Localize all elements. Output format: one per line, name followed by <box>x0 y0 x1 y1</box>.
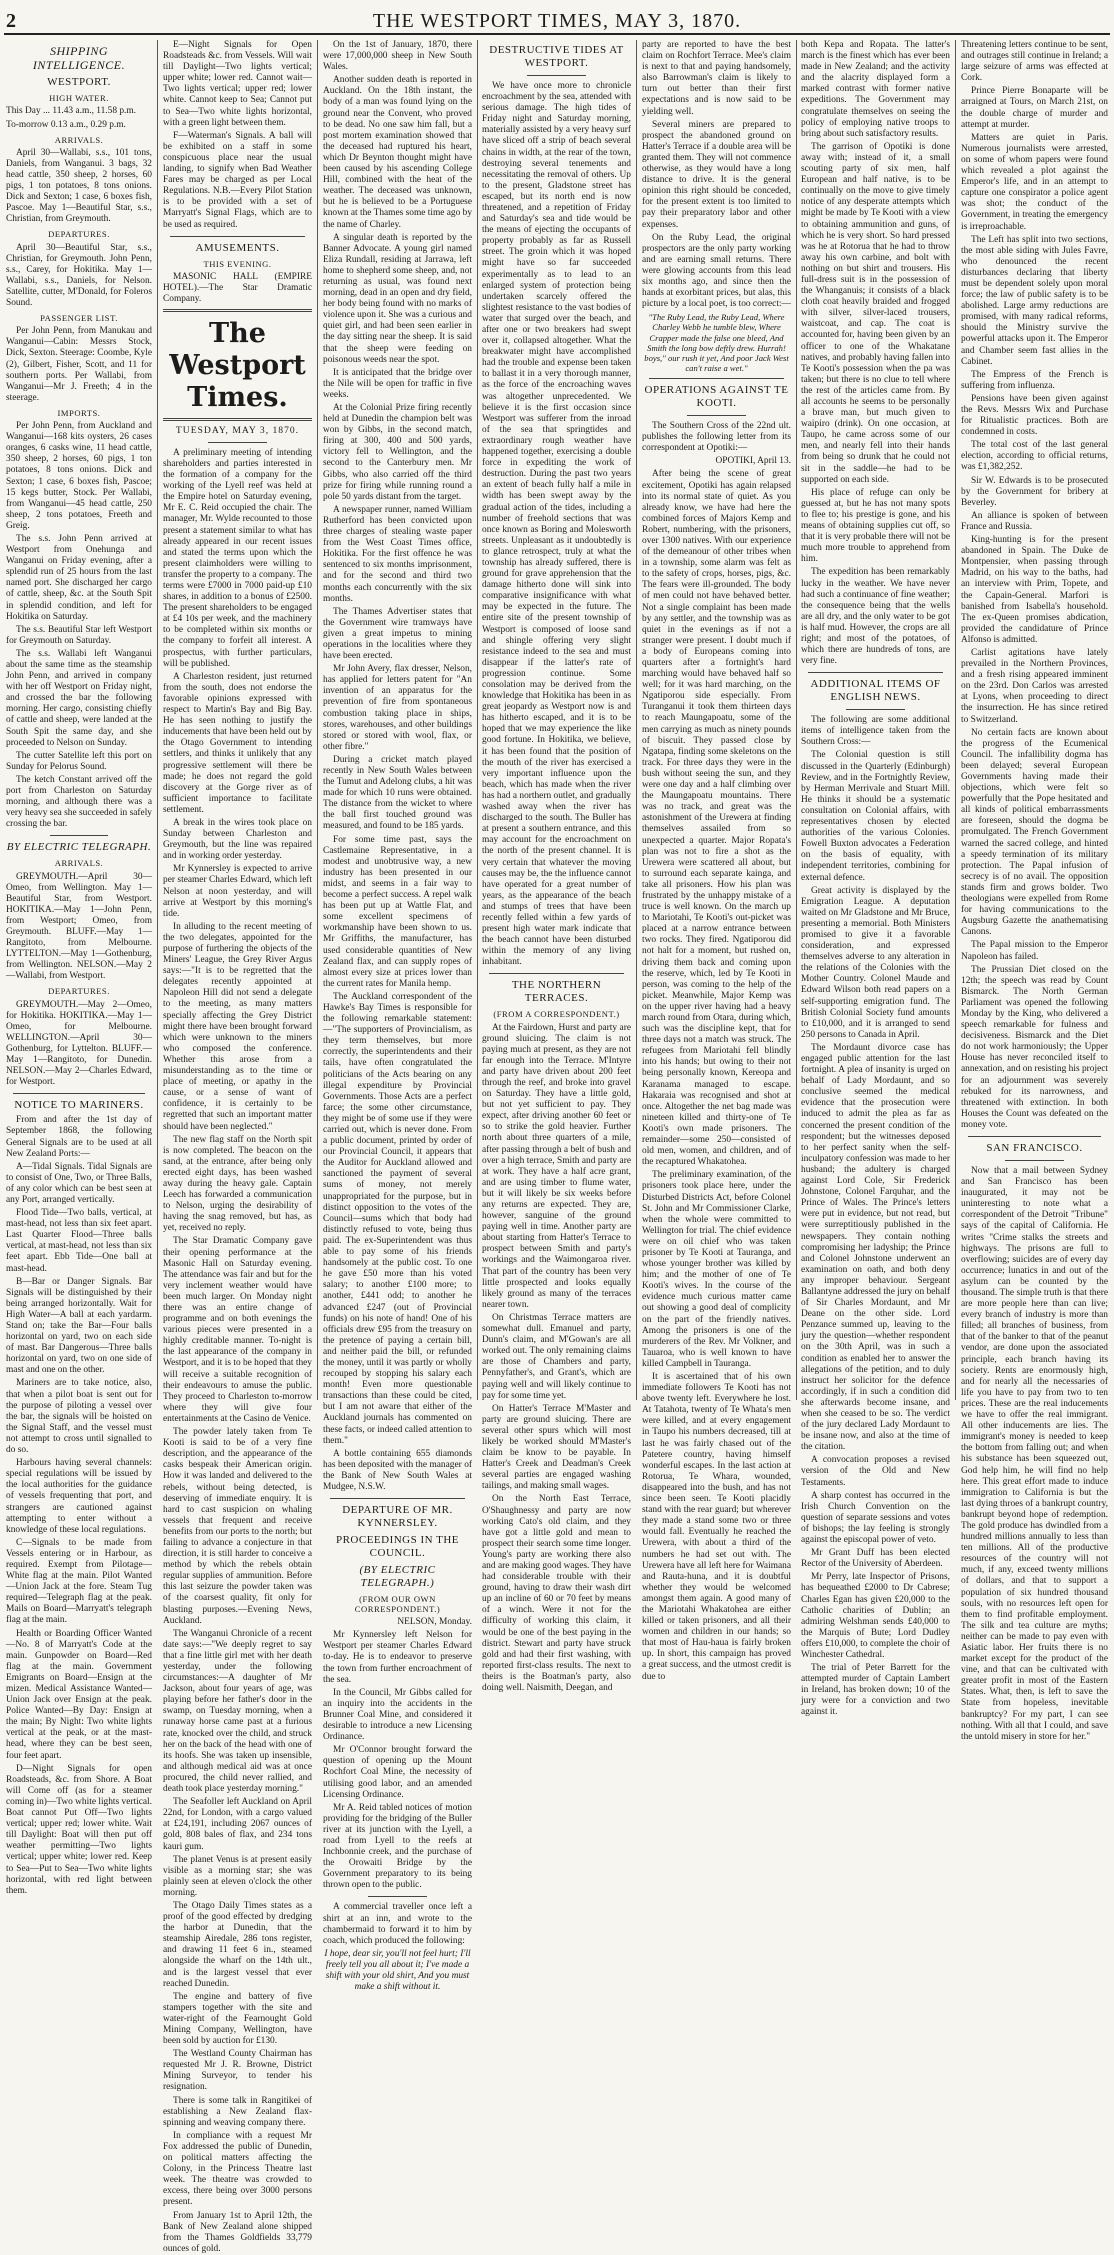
editorial-paragraph: The Otago Daily Times states as a proof of the good effected by dredging the harbor at Dunedin, that the steamship Airedale, 286 tons register, and drawing 11 feet 6 in., steamed alongside the wharf on the 14th ult., and is the largest vessel that ever reached Dunedin. <box>163 1900 312 1989</box>
this-evening-heading: THIS EVENING. <box>203 258 272 269</box>
masthead-rule <box>4 33 1110 35</box>
article-paragraph: The following are some additional items of intelligence taken from the Southern Cross:— <box>801 715 950 748</box>
article-paragraph: After being the scene of great excitement, Opotiki has again relapsed into its normal state of quiet. As you already know, we have had here the combined forces of Majors Kemp and Robert, numbering, with the prisoners, over 1300 natives. With our experience of the demeanour of other tribes when in a township, some alarm was felt as to the safety of crops, horses, pigs, &c. The fears were ill-grounded. The body of men could not have behaved better. Not a single complaint has been made by any settler, and the township was as quiet in the evenings as if not a stranger were present. I doubt much if a body of Europeans coming into quarters after a fortnight's hard marching would have behaved half so well; for it was hard marching, on the Ngatiporou side especially. From Turanganui it took them thirteen days to reach Maungapoatu, some of the men carrying as much as ninety pounds of biscuit. They passed close by Ngatapa, finding some skeletons on the track. For three days they were in the bush without seeing the sun, and they were one day and a half climbing over the Maungapoatu mountains. There was no track, and great was the astonishment of the Urewera at finding themselves assailed from so unexpected a quarter. Major Ropata's plan was not to fire a shot as the Urewera were scattered all about, but to surround each separate kainga, and take all prisoners. How his plan was frustrated by the unhappy mistake of a truce is well known. On the march up to Mariotahi, Te Kooti's out-picket was placed at a narrow entrance between two rocks. They fired. Ngatiporou did not halt for a moment, but rushed on, driving them back and coming upon the reserve, which, led by Te Kooti in person, was coming to the help of the picket. Meanwhile, Major Kemp was on the upper river having had a heavy march round from Otara, during which, such was the discipline kept, that for three days not a match was struck. The refugees from Mariotahi fell blindly into his hands; but owing to their not being personally known, Kereopa and Karanama managed to escape. Hakaraia was recognised and shot at once. Altogether the net bag made was nineteen killed and thirty-one of Te Kooti's own made prisoners. The remainder—some 250—consisted of old men, women, and children, and of the recaptured Whakatohea. <box>642 469 791 1168</box>
editorial-paragraph: It is anticipated that the bridge over the Nile will be open for traffic in five weeks. <box>323 367 472 400</box>
tides-heading: DESTRUCTIVE TIDES AT WESTPORT. <box>489 44 624 69</box>
shipping-news: The s.s. Beautiful Star left Westport for Greymouth on Saturday. <box>6 624 152 646</box>
mariners-text: E—Night Signals for Open Roadsteads &c. from Vessels. Will wait till Daylight—Two lights vertical; upper white; lower red. Cannot wait—Two lights vertical; upper red; lower white. Cannot keep to Sea; Cannot put to Sea—Two white lights horizontal, with a green light between them. <box>163 40 312 128</box>
article-paragraph: His place of refuge can only be guessed at, but he has not many spots to flee to; his prestige is gone, and his means of obtaining supplies cut off, so that it is very probable there will not be much more trouble to apprehend from him. <box>801 487 950 565</box>
section-rule <box>527 75 587 76</box>
article-paragraph: Mr O'Connor brought forward the question of opening up the Mount Rochfort Coal Mine, the necessity of utilising good labor, and an amended Licensing Ordinance. <box>323 1745 472 1800</box>
column-5 <box>642 40 791 1682</box>
editorial-paragraph: Mr John Avery, flax dresser, Nelson, has applied for letters patent for "An invention of an apparatus for the prevention of fire from spontaneous combustion taking place in ships, stores, warehouses, and other buildings stored or stored with wool, flax, or other fibre." <box>323 664 472 752</box>
article-paragraph: both Kepa and Ropata. The latter's march is the finest which has ever been made in New Zealand; and the activity and the alacrity displayed form a marked contrast with former native expeditions. The Government may congratulate themselves on seeing the policy of employing native troops to bring about such satisfactory results. <box>801 40 950 139</box>
editorial-paragraph: On the 1st of January, 1870, there were 17,000,000 sheep in New South Wales. <box>323 40 472 73</box>
verse: I hope, dear sir, you'll not feel hurt; I'll freely tell you all about it; I've made a shift with your old shirt, And you must make a shift without it. <box>324 1948 471 1993</box>
column-7 <box>961 40 1109 1742</box>
column-2 <box>163 40 312 2254</box>
passenger-heading: PASSENGER LIST. <box>40 313 118 324</box>
dateline: OPOTIKI, April 13. <box>715 456 791 467</box>
double-rule <box>163 309 312 312</box>
section-rule <box>208 442 268 443</box>
article-paragraph: Prince Pierre Bonaparte will be arraigned at Tours, on March 21st, on the double charge of murder and attempt at murder. <box>961 86 1108 130</box>
column-divider <box>636 40 637 1400</box>
section-rule <box>368 1896 428 1897</box>
mariners-text: Mariners are to take notice, also, that when a pilot boat is sent out for the purpose of piloting a vessel over the bar, the signals will be hoisted on the Signal Staff, and the vessel must not attempt to cross until signalled to do so. <box>6 1378 152 1456</box>
telegraph-arrivals-text: GREYMOUTH.—April 30—Omeo, from Wellington. May 1—Beautiful Star, from Westport. HOKITIKA.—May 1—John Penn, from Westport; Omeo, from Greymouth. BLUFF.—May 1—Rangitoto, from Melbourne. LYTTELTON.—May 1—Gothenburg, from Wellington. NELSON.—May 2—Wallabi, from Westport. <box>6 871 152 982</box>
article-paragraph: No certain facts are known about the progress of the Ecumenical Council. The infallibility dogma has been delayed; several European Governments having made their objections, which were felt so powerfully that the Pope hesitated and all kinds of political embarrassments are foreseen, should the dogma be promulgated. The French Government warned the sacred college, and hinted a speedy termination of its military protection. The Papal infusion of secrecy is of no avail. The opposition stands firm and grows bolder. Two theologians were expelled from Rome for having communications to the Augsburg Gazette the anathematising Canons. <box>961 727 1108 938</box>
article-paragraph: Several miners are prepared to prospect the abandoned ground on Hatter's Terrace if a double area will be granted them. They will not commence otherwise, as they would have a long distance to drive. It is the general opinion this right should be conceded, for the present extent is too limited to pay their preparatory labor and other expenses. <box>642 119 791 230</box>
article-paragraph: A convocation proposes a revised version of the Old and New Testaments. <box>801 1455 950 1488</box>
imports-heading: IMPORTS. <box>57 407 101 418</box>
section-rule <box>489 973 623 974</box>
editorial-paragraph: A Charleston resident, just returned from the south, does not endorse the favorable opinions expressed with respect to Martin's Bay and Big Bay. He has seen nothing to justify the inducements that have been held out by the Otago Government to intending settlers, and thinks it unlikely that any progressive settlement will there be made; he does not regard the gold discovery at the Gorge river as of sufficient importance to facilitate settlement. <box>163 671 312 815</box>
correspondent-subheading: (FROM A CORRESPONDENT.) <box>493 1009 620 1020</box>
article-paragraph: The Colonial question is still discussed in the Quarterly (Edinburgh) Review, and in the Fortnightly Review, by Herman Merrivale and Stuart Mill. He thinks it should be a systematic consultation on Colonial affairs, with representatives chosen by elected authorities of the various Colonies. Fowell Buxton advocates a Federation on the basis of equality, with independent territories, combining for external defence. <box>801 750 950 883</box>
article-paragraph: party are reported to have the best claim on Rochfort Terrace. Mee's claim is next to that and paying handsomely, also Barrowman's claim is likely to turn out better than their first expectations and is now said to be yielding well. <box>642 40 791 117</box>
column-divider <box>477 40 478 1400</box>
editorial-paragraph: There is some talk in Rangitikei of establishing a New Zealand flax-spinning and weaving company there. <box>163 2095 312 2128</box>
page-number: 2 <box>6 10 16 32</box>
section-rule <box>846 709 906 710</box>
article-paragraph: Now that a mail between Sydney and San Francisco has been inaugurated, it may not be uninteresting to note what a correspondent of the Detroit "Tribune" says of the capital of California. He writes "Crime stalks the streets and highways. The prisons are full to overflowing; suicides are of every day occurrence; lunatics in and out of the asylum can be counted by the thousand. The simple truth is that there are more people here than can live; every branch of industry is more than filled; all branches of business, from that of the banker to that of the peanut vendor, are done upon the associated principle, each branch having its society. Rents are enormously high, and for nearly all the necessaries of life you have to pay from two to ten prices. These are the real inducements we have to offer the real immigrant. All other inducements are lies. The immigrant's money is needed to keep the bottom from falling out; and when his substance has been squeezed out, God help him, he will find no help here. This great effort made to induce immigration to California is but the last dying throes of a bankrupt country, bankrupt beyond hope of redemption. The gold produce has dwindled from a hundred millions annually to less than ten millions. All of the productive resources of the country will not much, if any, exceed twenty millions of dollars, and that to support a population of six hundred thousand souls, with no resources left open for them to find profitable employment. The silk and tea culture are myths; neither can be made to pay even with Asiatic labor. Her fruits there is no market except for the product of the vine, and that can be cultivated with greater profit in most of the Eastern States. What, then, is left to save the State from hopeless, inevitable bankruptcy? For my part, I can see nothing. With all that I could, and save the untold misery in store for her." <box>961 1165 1109 1742</box>
article-paragraph: The Left has split into two sections, the most able siding with Jules Favre, who denounced the recent disturbances declaring that liberty must be dependent solely upon moral force; the law of public safety is to be abolished. Large army reductions are promised, with many radical reforms, should the Ministry survive the powerful attacks upon it. The Emperor and Chamber seem fast allies in the Cabinet. <box>961 234 1108 367</box>
article-paragraph: Sir W. Edwards is to be prosecuted by the Government for bribery at Beverley. <box>961 475 1108 508</box>
editorial-paragraph: The engine and battery of five stampers together with the site and water-right of the Fearnought Gold Mining Company, Wellington, have been sold by auction for £130. <box>163 1991 312 2047</box>
high-water-tomorrow: To-morrow 0.13 a.m., 0.29 p.m. <box>6 119 126 130</box>
article-paragraph: The trial of Peter Barrett for the attempted murder of Captain Lambert in Ireland, has broken down; 10 of the jury were for a conviction and two against it. <box>801 1663 950 1718</box>
masthead <box>0 0 1114 34</box>
article-paragraph: Great activity is displayed by the Emigration League. A deputation waited on Mr Gladstone and Mr Bruce, presenting a memorial. Both Ministers promised to give it a favorable consideration, and expressed themselves adverse to any alteration in the relations of the Colonies with the Mother Country. Colonel Maude and Edward Wilson both read papers on a self-supporting emigration fund. The British Colonial Society fund amounts to £10,000, and it is arranged to send 250 persons to Canada in April. <box>801 885 950 1040</box>
article-paragraph: Threatening letters continue to be sent, and outrages still continue in Ireland; a large seizure of arms was effected at Cork. <box>961 40 1108 84</box>
te-kooti-heading: OPERATIONS AGAINST TE KOOTI. <box>644 384 789 410</box>
telegraph-subheading: (BY ELECTRIC TELEGRAPH.) <box>359 1563 436 1589</box>
article-paragraph: The Southern Cross of the 22nd ult. publishes the following letter from its correspondent at Opotiki:— <box>642 421 791 454</box>
article-paragraph: On Hatter's Terrace M'Master and party are ground sluicing. There are several other spurs which will most likely be worked should M'Master's claim be know to be payable. In Hatter's Creek and Deadman's Creek several parties are engaged washing tailings, and making small wages. <box>482 1403 631 1492</box>
article-paragraph: The garrison of Opotiki is done away with; instead of it, a small scouting party of six men, half European and half native, is to be continually on the move to give timely notice of any desperate attempts which might be made by Te Kooti with a view to obtaining ammunition and guns, of which he is very short. So hard pressed was he at Rotorua that he had to throw away his own carbine, and bolt with nothing on but shirt and trousers. His full-dress suit is in the possession of the Whanganuis; it consists of a black cloth coat heavily braided and frogged with silver, silver-laced trousers, waistcoat, and cap. The coat is accounted for, having been given by an officer to one of the Whakatane natives, and probably having fallen into Te Kooti's possession when the pa was taken; but there is no clue to tell where the rest of the articles came from. By all accounts he seems to be personally a brave man, but much given to waipiro (drink). On one occasion, at Taupo, he came across some of our men, and nearly fell into their hands from being so drunk that he could not sit in the saddle—he had to be supported on each side. <box>801 141 950 485</box>
editorial-paragraph: Another sudden death is reported in Auckland. On the 18th instant, the body of a man was found lying on the ground near the Convent, who proved to be dead. No one saw him fall, but a post mortem examination showed that the deceased had ruptured his heart, which Dr Beynton thought might have been caused by his ascending College Hill, combined with the heat of the weather. The deceased was unknown, but he is believed to be a Portuguese known at the Thames some time ago by the name of Charley. <box>323 75 473 230</box>
article-paragraph: On the Ruby Lead, the original prospectors are the only party working and are earning small returns. There were glowing accounts from this lead six months ago, and since then the hands at exorbitant prices, but alas, this picture by a local poet, is too correct:— <box>642 232 791 310</box>
editorial-paragraph: The planet Venus is at present easily visible as a morning star; she was plainly seen at eleven o'clock the other morning. <box>163 1854 312 1898</box>
section-rule <box>968 1136 1100 1137</box>
mariners-text: Flood Tide—Two balls, vertical, at mast-head, not less than six feet apart. Last Quarter Flood—Three balls vertical, at mast-head, not less than six feet apart. Ebb Tide—One ball at mast-head. <box>6 1208 152 1274</box>
shipping-news: The s.s. Wallabi left Wanganui about the same time as the steamship John Penn, and arrived in company with her off Westport on Friday night, and crossed the bar the following morning. Her cargo, consisting chiefly of cattle and sheep, were landed at the South Spit the same day, and she proceeded to Nelson on Sunday. <box>6 648 152 748</box>
column-4 <box>482 40 631 1694</box>
section-rule <box>330 1498 464 1499</box>
editorial-paragraph: In alluding to the recent meeting of the two delegates, appointed for the purpose of furthering the objects of the Miners' League, the Grey River Argus says:—"It is to be regretted that the delegates recently appointed at Napoleon Hill did not send a delegate to the meeting, as many matters specially affecting the Grey District might there have been brought forward which were unknown to the miners who composed the conference. Whether this arose from a misunderstanding as to the time or place of meeting, or apathy in the cause, or a sense of want of confidence, it is certainly to be regretted that such an important matter should have been neglected." <box>163 921 312 1132</box>
article-paragraph: We have once more to chronicle encroachment by the sea, attended with serious damage. The high tides of Friday night and Saturday morning, materially assisted by a very heavy surf have sliced off a strip of beach several chains in width, at the rear of the town, destroying several tenements and necessitating the removal of others. Up to the present, Gladstone street has escaped, but its north end is now threatened, and a repetition of Friday and Saturday's sea and tide would be the means of ejecting the occupants of property probably as far as Russell street. The groin which it was hoped might have so far succeeded experimentally as to lead to an enlarged system of protection being undertaken scarcely offered the slightest resistance to the vast bodies of water that surged over the beach, and after one or two breakers had swept over it, collapsed altogether. What the breakwater might have accomplished had the trouble and expense been taken to ballast it in a very thorough manner, as the force of the encroaching waves was altogether unprecedented. We believe it is the first occasion since Westport was sufferer from the inroad of the sea that springtides and extraordinary rough weather have happened together, exercising a double force in expediting the work of destruction. During the past two years an extent of beach fully half a mile in width has been swept away by the gradual action of the tides, including a number of freehold sections that was once known as Boring and Molesworth streets. Unpleasant as it undoubtedly is to glance retrospect, truly at what the township has already suffered, there is ground for grave apprehension that the damage hitherto done will sink into comparative insignificance with what may be expected in the future. The entire site of the present township of Westport is composed of loose sand and shingle offering very slight resistance indeed to the sea and must disappear if the latter's rate of progression continue. Some consolation may be derived from the knowledge that Hokitika has been in as great jeopardy as Westport now is and has hitherto escaped, and it is to be hoped that we may experience the like good fortune. In Hokitika, we believe, it has been found that the position of the mouth of the river has exercised a very important influence upon the beach, which has made when the river has had a northern outlet, and gradually washed away when the river has discharged to the south. The Buller has at present a southern entrance, and this may account for the encroachment on the north of the present channel. It is very certain that whatever the moving causes may be, the the influence cannot have operated for a great number of years, as the appearance of the beach and stumps of trees that have been recently felled within a few yards of present high water mark indicate that the beach cannot have been disturbed within the memory of any living inhabitant. <box>482 80 631 968</box>
article-paragraph: The total cost of the last general election, according to official returns, was £1,382,252. <box>961 440 1108 473</box>
amusements-text: MASONIC HALL (EMPIRE HOTEL).—The Star Dramatic Company. <box>163 271 312 304</box>
article-paragraph: It is ascertained that of his own immediate followers Te Kooti has not above twenty left. Everywhere he lost. At Tatahota, twenty of Te Whata's men were killed, and at every engagement in Taupo his numbers decreased, till at last he was fairly chased out of the Patetere country, having himself wonderful escapes. In the last action at Rotorua, Te Whara, wounded, disappeared into the bush, and has not since been seen. Te Kooti placidly stand with the rear guard; but wherever they made a stand some two or three would fall. Eventually he reached the Urewera, with about a third of the numbers he had set out with. The Urewera have all left here for Waimana and Rauta-huna, and it is doubtful whether they would be welcomed amongst them again. A good many of the Mariotahi Whakatohea are either killed or taken prisoners, and all their women and children in our hands; so that most of Hau-haua is fairly broken up. In short, this campaign has proved a great success, and the utmost credit is due to <box>642 1372 791 1682</box>
editorial-paragraph: For some time past, says the Castlemaine Representative, in a modest and unobtrusive way, a new industry has been presented in our midst, and seems in a fair way to become a perfect success. A repel walk has been put up at Wattle Flat, and some excellent specimens of workmanship have been shown to us. Mr Griffiths, the manufacturer, has used considerable quantities of New Zealand flax, and can supply ropes of almost every size at prices lower than the current rates for Manila hemp. <box>323 834 472 989</box>
editorial-paragraph: Mr Kynnersley is expected to arrive per steamer Charles Edward, which left Nelson at noon yesterday, and will arrive at Westport by this morning's tide. <box>163 864 312 919</box>
mariners-text: B—Bar or Danger Signals. Bar Signals will be distinguished by their being arranged horizontally. Wait for High Water—A ball at each yardarm. Stand on; take the Bar—Four balls horizontal on yard, two on each side of mast. Bar Dangerous—Three balls horizontal on yard, two on one side of mast and one on the other. <box>6 1276 152 1376</box>
article-paragraph: On Christmas Terrace matters are somewhat dull. Emanuel and party, Dunn's claim, and M'Gowan's are all worked out. The only remaining claims are those of Chambers and party, Pennyfather's, and Grant's, which are paying well and will likely continue to pay for some time yet. <box>482 1312 631 1401</box>
section-rule <box>687 415 747 416</box>
editorial-paragraph: The Thames Advertiser states that the Government wire tramways have given a great impetus to mining operations in the localities where they have been erected. <box>323 606 472 662</box>
column-divider <box>955 40 956 1400</box>
article-paragraph: A sharp contest has occurred in the Irish Church Convention on the question of separate sessions and votes of bishops; the lay feeling is strongly against the episcopal power of veto. <box>801 1490 950 1546</box>
editorial-paragraph: A preliminary meeting of intending shareholders and parties interested in the formation of a company for the working of the Lyell reef was held at the Empire hotel on Saturday evening, Mr E. C. Reid occupied the chair. The manager, Mr. Wylde recounted to those present a statement similar to what has already appeared in our recent issues and stated the terms upon which the present claimholders were willing to transfer the property to a company. The terms were £7000 in 7000 paid-up £10 shares, in addition to a bonus of £2500. The present shareholders to be engaged at £4 10s per week, and the machinery to be completed within six months or the company to forfeit all interest. A prospectus, with further particulars, will be published. <box>163 447 312 669</box>
terraces-heading: THE NORTHERN TERRACES. <box>511 979 602 1005</box>
council-heading: PROCEEDINGS IN THE COUNCIL. <box>335 1534 460 1559</box>
article-paragraph: On the North East Terrace, O'Shaughnessy and party are now working Cato's old claim, and they have got a little gold and mean to prospect their search some time longer. Young's party are working there also and are making good wages. They have had considerable trouble with their ground, having to draw their wash dirt up an incline of 60 or 70 feet by means of a winch. Were it not for the difficulty of working this claim, it would be one of the best paying in the district. Stewart and party have struck gold and had their first washing, with reported first-class results. The next to theirs is the Boatman's party, also doing well. Naismith, Deegan, and <box>482 1494 631 1694</box>
san-francisco-heading: SAN FRANCISCO. <box>986 1142 1083 1154</box>
editorial-paragraph: The Wanganui Chronicle of a recent date says:—"We deeply regret to say that a fine little girl met with her death yesterday, under the following circumstances:—A daughter of Mr Jackson, about four years of age, was playing before her father's door in the swamp, on Tuesday morning, when a runaway horse came past at a furious rate, knocked over the child, and struck her on the back of the head with one of its hoofs. She was taken up insensible, and although medical aid was at once procured, the child never rallied, and death took place yesterday morning." <box>163 1628 312 1795</box>
article-paragraph: The Papal mission to the Emperor Napoleon has failed. <box>961 940 1108 962</box>
section-rule <box>50 835 108 836</box>
article-paragraph: Carlist agitations have lately prevailed in the Northern Provinces, and a fresh rising appeared imminent on the 23rd. Don Carlos was arrested at Lyons, when proceeding to direct the insurrection. He has since retired to Switzerland. <box>961 647 1108 725</box>
article-paragraph: Matters are quiet in Paris. Numerous journalists were arrested, on some of whom papers were found which revealed a plot against the Emperor's life, and in an attempt to capture one conspirator a police agent was shot; the conduct of the Government, in treating the emergency is irreproachable. <box>961 132 1108 232</box>
passengers-text: Per John Penn, from Manukau and Wanganui—Cabin: Messrs Stock, Dick, Sexton. Steerage: Coombe, Kyle (2), Gilbert, Fisher, Scott, and 11 for southern ports. Per Wallabi, from Wanganui—Mr J. Freeth; 4 in the steerage. <box>6 326 152 403</box>
editorial-paragraph: The Star Dramatic Company gave their opening performance at the Masonic Hall on Saturday evening. The attendance was fair and but for the very inclement weather would have been much larger. On Monday night there was an entire change of programme and on both evenings the various pieces were presented in a highly creditable manner. To-night is the last appearance of the company in Westport, and it is to be hoped that they will receive a suitable recognition of their endeavours to amuse the public. They proceed to Charleston to-morrow where they will give four entertainments at the Casino de Venice. <box>163 1236 312 1424</box>
article-paragraph: Mr A. Reid tabled notices of motion providing for the bridging of the Buller river at its junction with the Lyell, a road from Lyell to the reefs at Inchbonnie creek, and the purchase of the Orowaiti Bridge by the Government preparatory to its being thrown open to the public. <box>323 1802 472 1891</box>
double-rule <box>163 418 312 421</box>
telegraph-departures-text: GREYMOUTH.—May 2—Omeo, for Hokitika. HOKITIKA.—May 1—Omeo, for Melbourne. WELLINGTON.—April 30—Gothenburg, for Lyttelton. BLUFF.—May 1—Rangitoto, for Dunedin. NELSON.—May 2—Charles Edward, for Westport. <box>6 999 152 1088</box>
imports-text: Per John Penn, from Auckland and Wanganui—168 kits oysters, 26 cases oranges, 6 casks wine, 11 head cattle, 350 sheep, 2 horses, 60 pigs, 1 ton potatoes, 8 tons onions. Dick and Sexton; 1 case, 6 boxes fish, Pascoe; 15 kegs butter, Stock. Per Wallabi, from Wanganui—45 head cattle, 250 sheep, 2 tons potatoes, Freeth and Greig. <box>6 421 152 531</box>
port-heading: WESTPORT. <box>47 76 111 89</box>
editorial-paragraph: A bottle containing 655 diamonds has been deposited with the manager of the Bank of New South Wales at Mudgee, N.S.W. <box>323 1448 472 1492</box>
column-1 <box>6 40 152 1896</box>
correspondent-subheading: (FROM OUR OWN CORRESPONDENT.) <box>354 1593 441 1615</box>
arrivals-text: April 30—Wallabi, s.s., 101 tons, Daniels, from Wanganui. 3 bags, 32 head cattle, 350 sheep, 2 horses, 60 pigs, 1 ton potatoes, 8 tons onions. Dick and Sexton; 1 case, 6 boxes fish, Pascoe. May 1—Beautiful Star, s.s., Christian, from Greymouth. <box>6 147 152 225</box>
article-paragraph: A commercial traveller once left a shirt at an inn, and wrote to the chambermaid to forward it to him by coach, which produced the following: <box>323 1902 472 1946</box>
editorial-paragraph: The powder lately taken from Te Kooti is said to be of a very fine description, and the appearance of the casks bespeak their American origin. How it was landed and delivered to the rebels, without being detected, is deserving of immediate enquiry. It is hard to cast suspicion on whaling vessels that frequent and receive benefits from our ports to the north; but failing to advance a conjecture in that direction, it is still harder to conceive a method by which the rebels obtain regular supplies of ammunition. Before this last seizure the powder taken was of the coarsest quality, fit only for blasting purposes.—Evening News, Auckland. <box>163 1427 312 1626</box>
mariners-text: From and after the 1st day of September 1868, the following General Signals are to be used at all New Zealand Ports:— <box>6 1115 152 1159</box>
dateline: NELSON, Monday. <box>397 1617 472 1628</box>
article-paragraph: The preliminary examination, of the prisoners took place here, under the Disturbed Districts Act, before Colonel St. John and Mr Commissioner Clarke, when the whole were committed to Wellington for trial. The chief evidence were on oil chief who was taken prisoner by Te Kooti at Tauranga, and whose younger brother was killed by him; and the mother of one of Te Kooti's wives. In the course of the evidence much curious matter came out showing a good deal of complicity on the part of the friendly natives. Among the prisoners is one of the murderers of the Rev. Mr Volkner, and Tauaroa, who is well known to have killed Campbell in Tauranga. <box>642 1170 791 1369</box>
mariners-text: A—Tidal Signals. Tidal Signals are to consist of One, Two, or Three Balls, of any color which can be best seen at any Port, arranged vertically. <box>6 1161 152 1205</box>
column-3 <box>323 40 473 1993</box>
shipping-news: The ketch Constant arrived off the port from Charleston on Saturday morning, and although there was a very heavy sea she succeeded in safely crossing the bar. <box>6 774 152 830</box>
article-paragraph: In the Council, Mr Gibbs called for an inquiry into the accidents in the Brunner Coal Mine, and considered it desirable to introduce a new Licensing Ordinance. <box>323 1687 472 1743</box>
section-rule <box>13 1093 144 1094</box>
mariners-text: D—Night Signals for open Roadsteads, &c. from Shore. A Boat will Come off (as for a steamer coming in)—Two white lights vertical. Boat cannot Put Off—Two lights vertical; upper red; lower white. Wait till Daylight: Boat will then put off weather permitting—Two lights vertical; upper white; lower red. Keep to Sea—Put to Sea—Two white lights horizontal, with red light between them. <box>6 1763 152 1896</box>
mariners-text: F—Waterman's Signals. A ball will be exhibited on a staff in some conspicuous place near the usual landing, to signify when Bad Weather Fares may be charged as per Local Regulations. N.B.—Every Pilot Station is to be provided with a set of Marryatt's Signal Flags, which are to be used as required. <box>163 130 312 230</box>
editorial-paragraph: The Westland County Chairman has requested Mr J. R. Browne, District Mining Surveyor, to tender his resignation. <box>163 2049 312 2093</box>
mariners-text: Harbours having several channels: special regulations will be issued by the local authorities for the guidance of vessels frequenting that port, and strangers are cautioned against attempting to enter without a knowledge of these local regulations. <box>6 1458 152 1535</box>
column-divider <box>157 40 158 1400</box>
mariners-text: Health or Boarding Officer Wanted—No. 8 of Marryatt's Code at the main. Gunpowder on Board—Red flag at the main. Government Emigrants on Board—Ensign at the mizen. Medical Assistance Wanted—Union Jack over Ensign at the peak. Police Wanted—By Day: Ensign at the main; By Night: Two white lights vertical at the peak, or at the mast-head, where they can be best seen, four feet apart. <box>6 1628 152 1761</box>
article-paragraph: The expedition has been remarkably lucky in the weather. We have never had such a continuance of fine weather; the consequence being that the wells are all dry, and the only water to be got is half mud. However, the crops are all right; and most of the potatoes, of which there are hundreds of tons, are very fine. <box>801 567 950 667</box>
editorial-paragraph: In compliance with a request Mr Fox addressed the public of Dunedin, on political matters affecting the Colony, in the Princess Theatre last week. The theatre was crowded to excess, there being over 3000 persons present. <box>163 2130 312 2208</box>
article-paragraph: Mr Grant Duff has been elected Rector of the University of Aberdeen. <box>801 1548 950 1570</box>
editorial-paragraph: The Seafoller left Auckland on April 22nd, for London, with a cargo valued at £24,191, including 2067 ounces of gold, 808 bales of flax, and 234 tons kauri gum. <box>163 1797 312 1852</box>
shipping-news: The cutter Satellite left this port on Sunday for Pelorus Sound. <box>6 750 152 772</box>
english-news-heading: ADDITIONAL ITEMS OF ENGLISH NEWS. <box>810 678 941 704</box>
shipping-news: The s.s. John Penn arrived at Westport from Onehunga and Wanganui on Friday evening, after a splendid run of 25 hours from the last named port. She discharged her cargo of cattle, sheep, &c. at the South Spit in splendid condition, and left for Hokitika on Saturday. <box>6 533 152 622</box>
kynnersley-heading: DEPARTURE OF MR. KYNNERSLEY. <box>342 1504 453 1530</box>
newspaper-flag: The Westport Times. <box>169 317 306 413</box>
article-paragraph: The Prussian Diet closed on the 12th; the speech was read by Count Bismarck. The North German Parliament was opened the following Monday by the King, who delivered a speech remarkable for fulness and decisiveness. Bismarck and the Diet do not work harmoniously; the Upper House has never reconciled itself to annexation, and on resisting his project for an adjournment was severely rebuked for its narrowness, and threatened with extinction. In both Houses the Count was defeated on the money vote. <box>961 964 1108 1130</box>
article-paragraph: Pensions have been given against the Revs. Messrs Wix and Purchase for Ritualistic practices. Both are condemned in costs. <box>961 393 1108 438</box>
column-6 <box>801 40 950 1718</box>
masthead-title: THE WESTPORT TIMES, MAY 3, 1870. <box>372 10 742 32</box>
editorial-paragraph: A break in the wires took place on Sunday between Charleston and Greymouth, but the line was repaired and in working order yesterday. <box>163 817 312 862</box>
editorial-paragraph: During a cricket match played recently in New South Wales between the Tumut and Adelong clubs, a hit was made for which 10 runs were obtained. The distance from the wicket to where the ball first touched ground was measured, and found to be 185 yards. <box>323 754 472 832</box>
high-water-today: This Day ... 11.43 a.m., 11.58 p.m. <box>6 106 137 117</box>
section-rule <box>649 378 783 379</box>
section-rule <box>1005 1160 1064 1161</box>
column-divider <box>796 40 797 1400</box>
telegraph-arrivals-heading: ARRIVALS. <box>54 858 104 869</box>
editorial-paragraph: A singular death is reported by the Banner Advocate. A young girl named Eliza Rundall, residing at Jarrawa, left home to shepherd some sheep, and, not returning as usual, was found next morning, dead in an open and dry field, her body being found with no marks of violence upon it. She was a curious and quiet girl, and had been seen earlier in the day sitting near the sheep. It is said that the sheep were feeding on poisonous weeds near the spot. <box>323 232 472 365</box>
article-paragraph: At the Fairdown, Hurst and party are ground sluicing. The claim is not paying much at present, as they are not far enough into the Terrace. M'Intyre and party have driven about 200 feet through the reef, and broke into gravel on Saturday. They have a little gold, but not yet sufficient to pay. They expect, after driving another 60 feet or so to strike the gold heavier. Further north about three quarters of a mile, after passing through a belt of bush and over a high terrace, Smith and party are at work. They have a half acre grant, and are using timber to flume water, but it will likely be six weeks before any returns are expected. They are, however, sanguine of the ground paying well in time. Another party are about starting from Hatter's Terrace to prospect between Smith and party's workings and the Waimongaroa river. That part of the country has been very little prospected and looks equally likely ground as many of the terraces nearer town. <box>482 1022 631 1310</box>
column-divider <box>317 40 318 1400</box>
article-paragraph: King-hunting is for the present abandoned in Spain. The Duke de Montpensier, when passing through Madrid, on his way to the baths, had an interview with Prim, Topete, and the Capain-General. Marfori is banished from Isabella's household. The ex-Queen promises abdication, provided the candidature of Prince Alfonso is admitted. <box>961 535 1108 645</box>
editorial-paragraph: From January 1st to April 12th, the Bank of New Zealand alone shipped from the Thames Goldfields 33,779 ounces of gold. <box>163 2210 312 2254</box>
departures-text: April 30—Beautiful Star, s.s., Christian, for Greymouth. John Penn, s.s., Carey, for Hokitika. May 1—Wallabi, s.s., Daniels, for Nelson. Satellite, cutter, M'Donald, for Foleros Sound. <box>6 242 152 309</box>
section-rule <box>170 236 304 237</box>
article-paragraph: Mr Perry, late Inspector of Prisons, has bequeathed £2000 to Dr Cabrese; Charles Egan has given £20,000 to the Catholic charities of Dublin; an admiring Welshman sends £40,000 to the Marquis of Bute; Lord Dudley offers £10,000, to complete the choir of Winchester Cathedral. <box>801 1572 950 1660</box>
article-paragraph: An alliance is spoken of between France and Russia. <box>961 510 1108 532</box>
article-paragraph: Mr Kynnersley left Nelson for Westport per steamer Charles Edward to-day. He is to endeavor to preserve the town from further encroachment of the sea. <box>323 1630 472 1685</box>
editorial-paragraph: A newspaper runner, named William Rutherford has been convicted upon three charges of stealing waste paper from the West Coast Times office, Hokitika. For the first offence he was sentenced to six months imprisonment, and for the second and third two months each concurrently with the six months. <box>323 504 472 604</box>
article-paragraph: The Mordaunt divorce case has engaged public attention for the last fortnight. A plea of insanity is urged on behalf of Lady Mordaunt, and so conclusive seemed the medical evidence that the prosecution were induced to admit the plea as far as concerned the present condition of the respondent; but the witnesses deposed to her perfect sanity when the self-inculpatory confession was made to her husband; the adultery is charged against Lord Cole, Sir Frederick Johnstone, Colonel Farquhar, and the Prince of Wales. The Prince's letters were put in evidence, but not read, but were surreptitiously published in the newspapers. They contain nothing compromising her ladyship; the Prince and Colonel Johnstone underwent an examination on oath, and both deny any improper behaviour. Sergeant Ballantyne addressed the jury on behalf of Sir Charles Mordaunt, and Mr Deane on the other side. Lord Penzance summed up, leaving to the jury the question—whether respondent on the 30th April, was in such a condition as enabled her to answer the allegations of the petition, and to duly instruct her solicitor for the defence accordingly, if in such a condition did she afterwards become insane, and when she ceased to be so. The verdict of the jury declared Lady Mordaunt to be insane now, and also at the time of the citation. <box>801 1042 950 1453</box>
high-water-heading: HIGH WATER. <box>49 93 109 104</box>
amusements-heading: AMUSEMENTS. <box>195 241 280 254</box>
editorial-paragraph: The Auckland correspondent of the Hawke's Bay Times is responsible for the following remarkable statement:—"The supporters of Provincialism, as they term themselves, but more correctly, the superintendents and their tails, have often congratulated the politicians of the Acts bearing on any illegal expenditure by Provincial Governments. Those Acts are a perfect farce; the some other circumstance, they might be of some use if they were carried out, which is never done. From a public document, printed by order of our Provincial Council, it appears that the Auditor for Auckland allowed and sanctioned the payment of several sums of money, not merely unappropriated for the purpose, but in distinct opposition to the votes of the Council—sums which that body had distinctly refused to vote, being thus paid. The ex-Superintendent was thus able to pay some of his friends handsomely at the public cost. To one he gave £50 more than his voted salary; to another £100 more; to another, £441 odd; to another he advanced £247 (out of Provincial funds) on his note of hand! One of his officials drew £95 from the treasury on the pretence of paying a certain bill, and neither paid the bill, or refunded the money, until it was partly or wholly recouped by stopping his salary each month! Even more questionable transactions than these could be cited, but I am not aware that either of the Auckland journals has commented on these facts, or indeed called attention to them." <box>323 991 472 1446</box>
issue-date: TUESDAY, MAY 3, 1870. <box>175 424 300 436</box>
telegraph-departures-heading: DEPARTURES. <box>48 986 110 997</box>
verse: "The Ruby Lead, the Ruby Lead, Where Charley Webb he tumble blew, Where Crapper made the false one bleed, And Smith the long bow deftly drew. Hurrah! boys," our rush it yet, And poor Jack West can't raise a wet." <box>644 312 789 373</box>
section-rule <box>808 672 942 673</box>
departures-heading: DEPARTURES. <box>48 229 110 240</box>
arrivals-heading: ARRIVALS. <box>54 134 104 145</box>
editorial-paragraph: The new flag staff on the North spit is now completed. The beacon on the sand, at the entrance, after being only erected eight days, has been washed away during the heavy gale. Captain Leech has forwarded a communication to Nelson, urging the desirability of having the snag removed, but has, as yet, received no reply. <box>163 1134 312 1234</box>
editorial-paragraph: At the Colonial Prize firing recently held at Dunedin the champion belt was won by Gibbs, in the second match, firing at 300, 400 and 500 yards, victory fell to Wellington, and the second to the Canterbury men. Mr Gibbs, who also carried off the third prize for firing while running round a pole 50 yards distant from the target. <box>323 403 472 502</box>
mariners-heading: NOTICE TO MARINERS. <box>14 1099 144 1112</box>
telegraph-heading: BY ELECTRIC TELEGRAPH. <box>6 841 152 854</box>
article-paragraph: The Empress of the French is suffering from influenza. <box>961 369 1108 391</box>
section-heading-shipping: SHIPPING INTELLIGENCE. <box>32 44 126 73</box>
mariners-text: C—Signals to be made from Vessels entering or in Harbour, as required. Exempt from Pilotage—White flag at the main. Pilot Wanted—Union Jack at the fore. Steam Tug required—Telegraph flag at the peak. Mails on Board—Marryatt's telegraph flag at the main. <box>6 1537 152 1626</box>
